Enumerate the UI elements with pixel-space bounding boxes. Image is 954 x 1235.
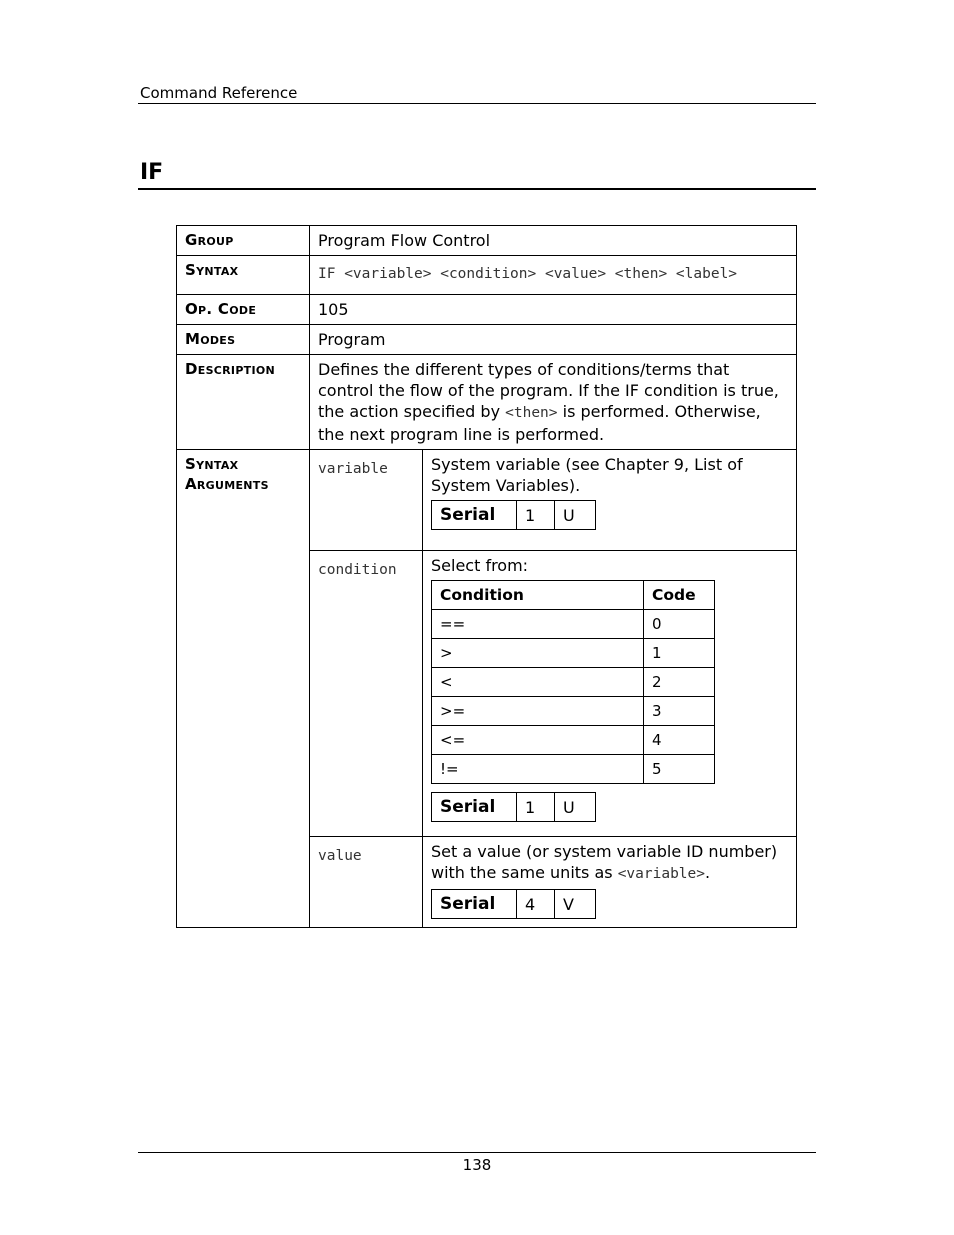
arg-name-condition: condition [318, 562, 397, 578]
command-title: IF [140, 160, 164, 185]
arg-desc-variable: System variable (see Chapter 9, List of System Variables). [431, 455, 743, 495]
opcode-row [177, 295, 797, 325]
code-cell: 0 [644, 610, 715, 639]
arg-desc-value-code: <variable> [617, 866, 705, 882]
description-label: Description [177, 355, 310, 450]
description-text-2: is performed. Otherwise, the next program line is performed. [318, 402, 761, 444]
table-row [432, 639, 715, 668]
code-cell: 1 [644, 639, 715, 668]
code-cell: 2 [644, 668, 715, 697]
arg-desc-value [431, 841, 789, 885]
table-row [432, 755, 715, 784]
description-text-1: Defines the different types of conditions/terms that control the flow of the program. If the IF condition is true, the action specified by [318, 360, 779, 421]
serial-bytes: 1 [517, 793, 555, 822]
description-code: <then> [505, 405, 558, 421]
serial-label: Serial [432, 793, 517, 822]
serial-type: U [555, 793, 596, 822]
condition-table [431, 580, 715, 784]
serial-code-table [431, 889, 596, 919]
arg-desc-condition: Select from: [431, 556, 529, 575]
description-row [177, 355, 797, 450]
group-row [177, 226, 797, 256]
group-label: Group [177, 226, 310, 256]
modes-row [177, 325, 797, 355]
table-row [432, 726, 715, 755]
group-value: Program Flow Control [310, 226, 797, 256]
table-row [432, 668, 715, 697]
code-cell: 5 [644, 755, 715, 784]
code-cell: 4 [644, 726, 715, 755]
syntax-arguments-label: Syntax Arguments [177, 450, 310, 928]
table-row [432, 697, 715, 726]
modes-value: Program [310, 325, 797, 355]
page-number: 138 [462, 1156, 492, 1174]
arg-row-variable [177, 450, 797, 551]
header-rule [138, 103, 816, 104]
syntax-value: IF <variable> <condition> <value> <then> <label> [318, 266, 738, 282]
description-value [310, 355, 797, 450]
syntax-row [177, 256, 797, 295]
condition-cell: <= [432, 726, 644, 755]
title-rule [138, 188, 816, 190]
code-header: Code [644, 581, 715, 610]
command-table [176, 225, 797, 928]
syntax-label: Syntax [177, 256, 310, 295]
serial-code-table [431, 792, 596, 822]
serial-code-table [431, 500, 596, 530]
footer-rule [138, 1152, 816, 1153]
condition-header: Condition [432, 581, 644, 610]
condition-cell: > [432, 639, 644, 668]
opcode-value: 105 [310, 295, 797, 325]
modes-label: Modes [177, 325, 310, 355]
serial-bytes: 4 [517, 890, 555, 919]
running-header: Command Reference [140, 84, 298, 102]
table-row [432, 610, 715, 639]
serial-label: Serial [432, 890, 517, 919]
condition-cell: < [432, 668, 644, 697]
serial-label: Serial [432, 501, 517, 530]
arg-desc-value-text: Set a value (or system variable ID number) with the same units as [431, 842, 778, 882]
serial-type: U [555, 501, 596, 530]
condition-cell: != [432, 755, 644, 784]
condition-cell: >= [432, 697, 644, 726]
opcode-label: Op. Code [177, 295, 310, 325]
serial-bytes: 1 [517, 501, 555, 530]
arg-desc-value-end: . [705, 863, 711, 882]
condition-cell: == [432, 610, 644, 639]
serial-type: V [555, 890, 596, 919]
arg-name-variable: variable [318, 461, 388, 477]
code-cell: 3 [644, 697, 715, 726]
arg-name-value: value [318, 848, 362, 864]
